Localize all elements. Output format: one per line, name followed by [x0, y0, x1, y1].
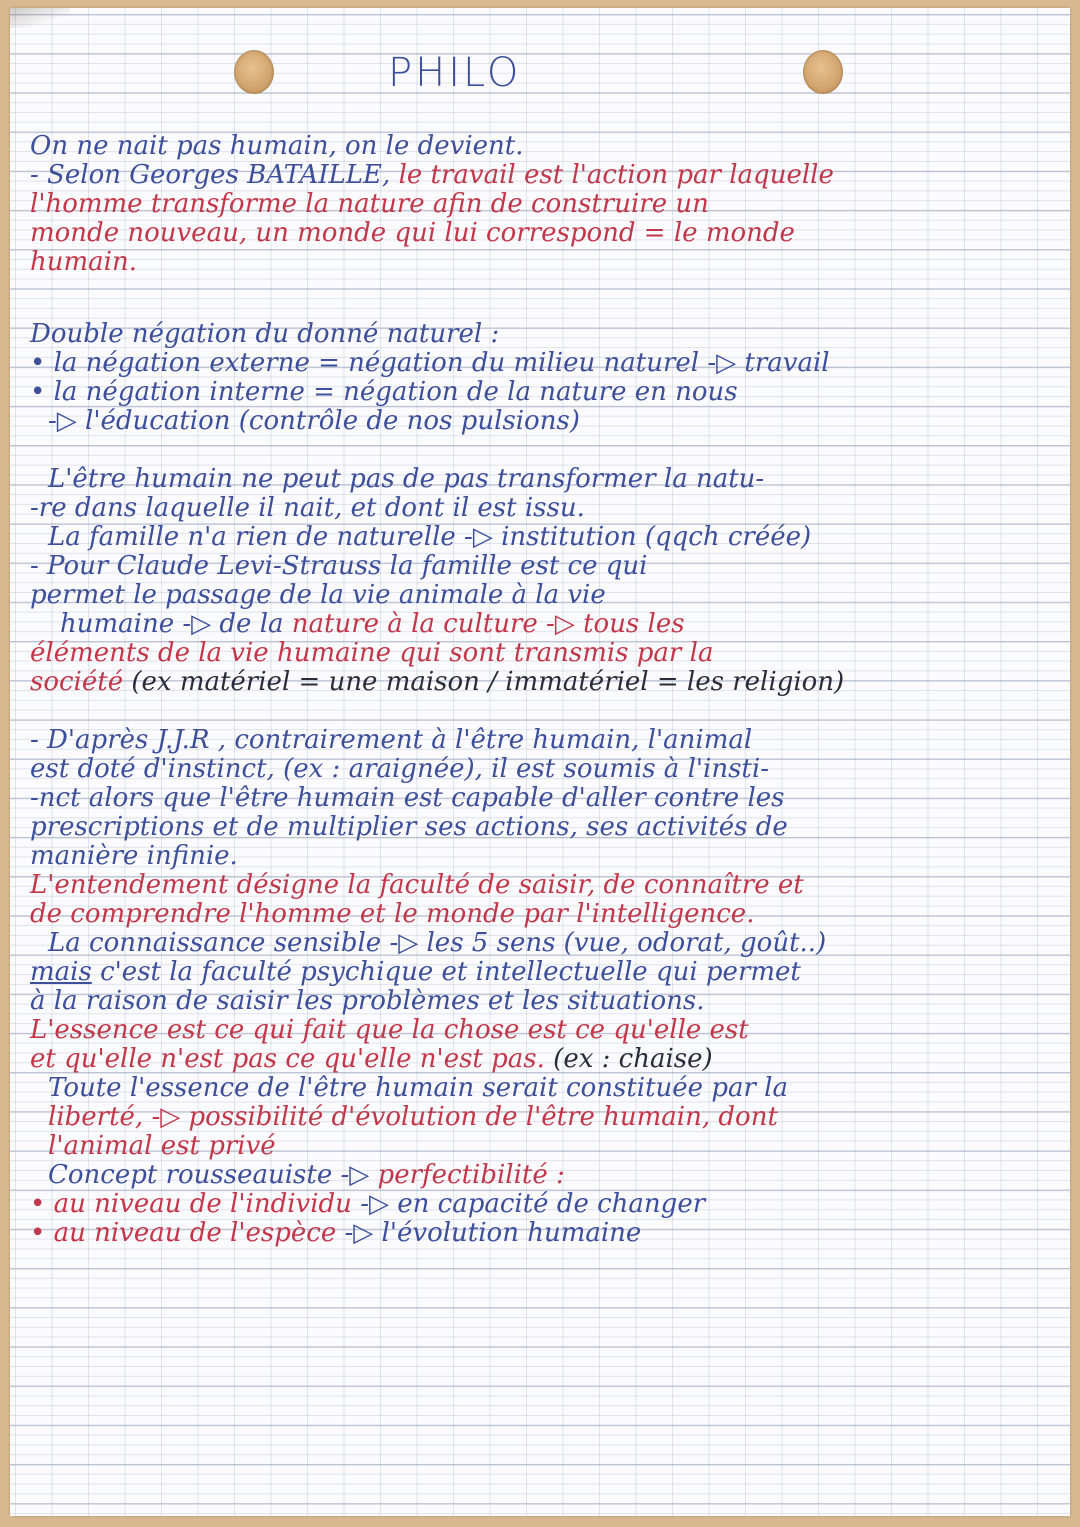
note-line: de comprendre l'homme et le monde par l'intelligence.	[30, 899, 755, 929]
note-line: à la raison de saisir les problèmes et les situations.	[30, 986, 705, 1016]
note-fragment: • au niveau de l'individu	[30, 1189, 361, 1219]
note-line: monde nouveau, un monde qui lui correspond = le monde	[30, 218, 795, 248]
note-fragment: c'est la faculté psychique et intellectuelle qui permet	[91, 957, 801, 987]
spacer	[30, 277, 1060, 306]
section-jjr	[30, 726, 1060, 871]
note-line: prescriptions et de multiplier ses actions, ses activités de	[30, 812, 788, 842]
note-line: Toute l'essence de l'être humain serait constituée par la	[48, 1073, 788, 1103]
note-line: l'animal est privé	[48, 1131, 276, 1161]
note-line	[30, 1161, 1060, 1190]
note-line: La connaissance sensible -▷ les 5 sens (vue, odorat, goût..)	[48, 928, 827, 958]
spacer	[30, 436, 1060, 465]
note-line: L'essence est ce qui fait que la chose est ce qu'elle est	[30, 1015, 749, 1045]
note-line: l'homme transforme la nature afin de construire un	[30, 189, 709, 219]
note-line: La famille n'a rien de naturelle -▷ institution (qqch créée)	[48, 522, 812, 552]
note-fragment: humaine -▷ de la	[60, 609, 292, 639]
note-fragment: -▷ en capacité de changer	[360, 1189, 706, 1219]
note-line: humain.	[30, 247, 137, 277]
bullet-item	[30, 1219, 1060, 1248]
bullet-item: • la négation externe = négation du milieu naturel -▷ travail	[30, 348, 830, 378]
note-line: -nct alors que l'être humain est capable d'aller contre les	[30, 783, 785, 813]
section-double-negation	[30, 320, 1060, 436]
note-line	[30, 161, 1060, 190]
note-line	[30, 610, 1060, 639]
note-fragment: Concept rousseauiste -▷	[48, 1160, 378, 1190]
note-fragment: (ex matériel = une maison / immatériel = les religion)	[131, 667, 845, 697]
bullet-item: • la négation interne = négation de la nature en nous	[30, 377, 738, 407]
note-line: éléments de la vie humaine qui sont transmis par la	[30, 638, 714, 668]
note-line	[30, 668, 1060, 697]
punch-hole-right	[803, 50, 843, 94]
section-intro	[30, 132, 1060, 277]
note-line: manière infinie.	[30, 841, 238, 871]
bullet-item	[30, 1190, 1060, 1219]
note-line: - D'après J.J.R , contrairement à l'être humain, l'animal	[30, 725, 753, 755]
note-fragment: mais	[30, 957, 92, 987]
section-heading: Double négation du donné naturel :	[30, 319, 500, 349]
section-essence	[30, 1016, 1060, 1161]
note-fragment: (ex : chaise)	[553, 1044, 713, 1074]
note-fragment: perfectibilité :	[377, 1160, 565, 1190]
note-line	[30, 1045, 1060, 1074]
note-fragment: -▷ l'évolution humaine	[344, 1218, 642, 1248]
page-corner-shadow	[10, 8, 70, 28]
page-title: PHILO	[388, 50, 522, 96]
note-line	[30, 958, 1060, 987]
note-line: permet le passage de la vie animale à la vie	[30, 580, 606, 610]
note-line: L'être humain ne peut pas de pas transformer la natu-	[48, 464, 765, 494]
spacer	[30, 306, 1060, 320]
bullet-subitem: -▷ l'éducation (contrôle de nos pulsions)	[48, 406, 580, 436]
section-family	[30, 465, 1060, 697]
note-line: On ne nait pas humain, on le devient.	[30, 131, 524, 161]
section-entendement	[30, 871, 1060, 1016]
note-line: L'entendement désigne la faculté de saisir, de connaître et	[30, 870, 804, 900]
note-fragment: et qu'elle n'est pas ce qu'elle n'est pas.	[30, 1044, 554, 1074]
section-perfectibilite	[30, 1161, 1060, 1248]
note-fragment: • au niveau de l'espèce	[30, 1218, 345, 1248]
note-fragment: nature à la culture -▷ tous les	[291, 609, 685, 639]
note-fragment: société	[30, 667, 132, 697]
punch-hole-left	[234, 50, 274, 94]
spacer	[30, 697, 1060, 726]
note-fragment: le travail est l'action par laquelle	[398, 160, 834, 190]
note-line: liberté, -▷ possibilité d'évolution de l'être humain, dont	[48, 1102, 778, 1132]
note-line: est doté d'instinct, (ex : araignée), il est soumis à l'insti-	[30, 754, 769, 784]
note-fragment: - Selon Georges BATAILLE,	[30, 160, 399, 190]
handwritten-notes	[30, 132, 1060, 1248]
note-line: - Pour Claude Levi-Strauss la famille est ce qui	[30, 551, 648, 581]
note-line: -re dans laquelle il nait, et dont il est issu.	[30, 493, 585, 523]
